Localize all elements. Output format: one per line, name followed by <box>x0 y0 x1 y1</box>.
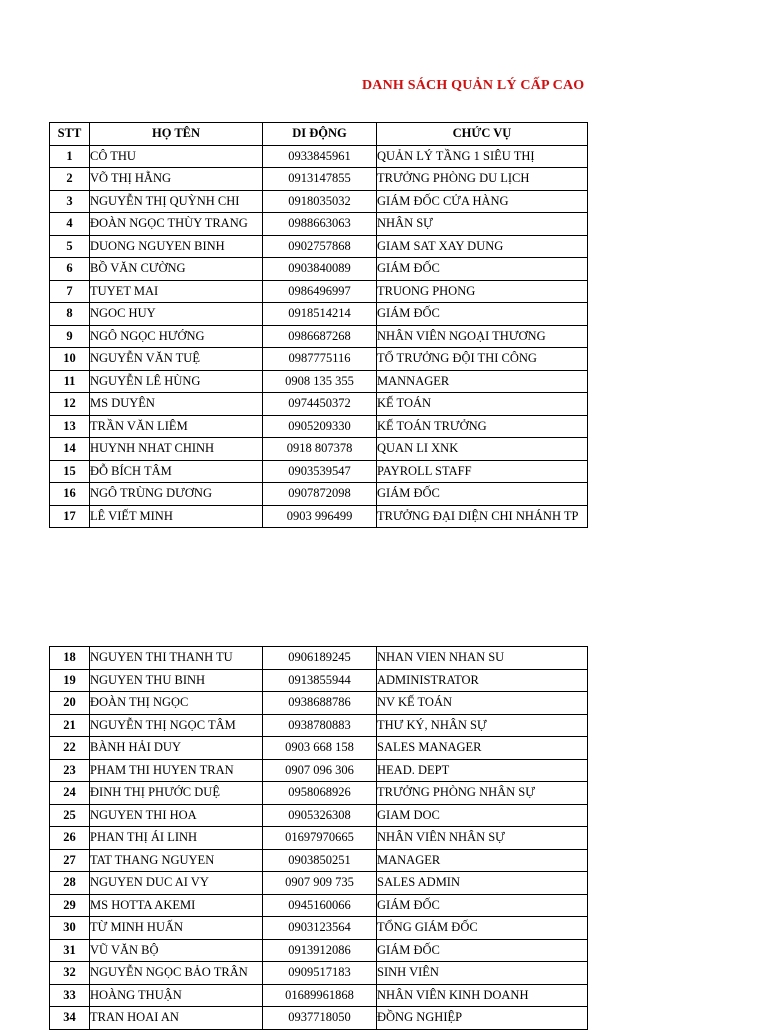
row-name: BỒ VĂN CƯỜNG <box>90 258 263 281</box>
row-phone: 0906189245 <box>263 647 377 670</box>
table-row <box>50 280 588 303</box>
row-role: NHÂN VIÊN NHÂN SỰ <box>377 827 588 850</box>
row-role: SALES MANAGER <box>377 737 588 760</box>
row-stt: 27 <box>50 849 90 872</box>
row-role: THƯ KÝ, NHÂN SỰ <box>377 714 588 737</box>
table-row <box>50 438 588 461</box>
row-phone: 0918514214 <box>263 303 377 326</box>
row-name: NGUYỄN LÊ HÙNG <box>90 370 263 393</box>
row-phone: 0913147855 <box>263 168 377 191</box>
row-stt: 9 <box>50 325 90 348</box>
row-name: HUYNH NHAT CHINH <box>90 438 263 461</box>
row-role: HEAD. DEPT <box>377 759 588 782</box>
row-role: MANNAGER <box>377 370 588 393</box>
row-phone: 0903539547 <box>263 460 377 483</box>
row-name: NGUYỄN VĂN TUỆ <box>90 348 263 371</box>
row-phone: 0913912086 <box>263 939 377 962</box>
row-phone: 0945160066 <box>263 894 377 917</box>
row-phone: 0974450372 <box>263 393 377 416</box>
table-row <box>50 782 588 805</box>
table-header-row <box>50 123 588 146</box>
row-name: PHAN THỊ ÁI LINH <box>90 827 263 850</box>
row-name: ĐINH THỊ PHƯỚC DUỆ <box>90 782 263 805</box>
row-stt: 22 <box>50 737 90 760</box>
table-row <box>50 1007 588 1030</box>
table-row <box>50 145 588 168</box>
header-name: HỌ TÊN <box>90 123 263 146</box>
table-row <box>50 235 588 258</box>
table-row <box>50 647 588 670</box>
row-phone: 0958068926 <box>263 782 377 805</box>
row-role: GIÁM ĐỐC <box>377 483 588 506</box>
row-role: SALES ADMIN <box>377 872 588 895</box>
row-name: BÀNH HẢI DUY <box>90 737 263 760</box>
row-name: ĐỖ BÍCH TÂM <box>90 460 263 483</box>
row-phone: 0988663063 <box>263 213 377 236</box>
table-row <box>50 692 588 715</box>
row-stt: 15 <box>50 460 90 483</box>
row-role: TRƯỞNG PHÒNG DU LỊCH <box>377 168 588 191</box>
row-stt: 31 <box>50 939 90 962</box>
row-phone: 0905326308 <box>263 804 377 827</box>
row-role: ĐỒNG NGHIỆP <box>377 1007 588 1030</box>
row-name: TRAN HOAI AN <box>90 1007 263 1030</box>
row-stt: 16 <box>50 483 90 506</box>
table-row <box>50 894 588 917</box>
row-stt: 5 <box>50 235 90 258</box>
table-row <box>50 804 588 827</box>
row-phone: 0938780883 <box>263 714 377 737</box>
row-phone: 0903123564 <box>263 917 377 940</box>
row-stt: 24 <box>50 782 90 805</box>
row-role: GIÁM ĐỐC CỬA HÀNG <box>377 190 588 213</box>
row-phone: 0907 096 306 <box>263 759 377 782</box>
table-row <box>50 737 588 760</box>
row-role: QUẢN LÝ TẦNG 1 SIÊU THỊ <box>377 145 588 168</box>
row-stt: 4 <box>50 213 90 236</box>
row-role: NHAN VIEN NHAN SU <box>377 647 588 670</box>
row-role: TỔ TRƯỞNG ĐỘI THI CÔNG <box>377 348 588 371</box>
row-stt: 29 <box>50 894 90 917</box>
row-stt: 30 <box>50 917 90 940</box>
row-stt: 20 <box>50 692 90 715</box>
row-role: GIAM DOC <box>377 804 588 827</box>
row-phone: 0903840089 <box>263 258 377 281</box>
row-role: TỔNG GIÁM ĐỐC <box>377 917 588 940</box>
row-stt: 12 <box>50 393 90 416</box>
table-row <box>50 190 588 213</box>
row-phone: 0903850251 <box>263 849 377 872</box>
row-role: TRƯỞNG PHÒNG NHÂN SỰ <box>377 782 588 805</box>
row-name: MS HOTTA AKEMI <box>90 894 263 917</box>
row-name: NGUYEN THI HOA <box>90 804 263 827</box>
row-stt: 33 <box>50 984 90 1007</box>
row-role: MANAGER <box>377 849 588 872</box>
row-stt: 23 <box>50 759 90 782</box>
document-title: DANH SÁCH QUẢN LÝ CẤP CAO <box>362 78 585 93</box>
row-phone: 0908 135 355 <box>263 370 377 393</box>
contact-table-1 <box>49 122 588 528</box>
row-stt: 17 <box>50 505 90 528</box>
row-name: NGUYỄN NGỌC BẢO TRÂN <box>90 962 263 985</box>
table-row <box>50 939 588 962</box>
row-role: GIÁM ĐỐC <box>377 258 588 281</box>
row-phone: 0987775116 <box>263 348 377 371</box>
row-name: LÊ VIẾT MINH <box>90 505 263 528</box>
row-stt: 7 <box>50 280 90 303</box>
row-role: NHÂN VIÊN NGOẠI THƯƠNG <box>377 325 588 348</box>
row-name: TAT THANG NGUYEN <box>90 849 263 872</box>
table-row <box>50 258 588 281</box>
row-name: NGUYEN THI THANH TU <box>90 647 263 670</box>
row-stt: 3 <box>50 190 90 213</box>
row-stt: 10 <box>50 348 90 371</box>
row-stt: 21 <box>50 714 90 737</box>
table-row <box>50 168 588 191</box>
row-stt: 32 <box>50 962 90 985</box>
row-role: GIÁM ĐỐC <box>377 939 588 962</box>
row-name: ĐOÀN THỊ NGỌC <box>90 692 263 715</box>
row-name: CÔ THU <box>90 145 263 168</box>
row-name: NGUYỄN THỊ NGỌC TÂM <box>90 714 263 737</box>
row-role: PAYROLL STAFF <box>377 460 588 483</box>
header-role: CHỨC VỤ <box>377 123 588 146</box>
row-phone: 0903 996499 <box>263 505 377 528</box>
table-row <box>50 483 588 506</box>
table-row <box>50 303 588 326</box>
table-row <box>50 393 588 416</box>
row-role: NV KẾ TOÁN <box>377 692 588 715</box>
row-stt: 34 <box>50 1007 90 1030</box>
table-row <box>50 325 588 348</box>
row-phone: 0918 807378 <box>263 438 377 461</box>
table-row <box>50 984 588 1007</box>
header-stt: STT <box>50 123 90 146</box>
row-phone: 0903 668 158 <box>263 737 377 760</box>
row-role: GIÁM ĐỐC <box>377 894 588 917</box>
row-phone: 0905209330 <box>263 415 377 438</box>
table-row <box>50 827 588 850</box>
row-name: VÕ THỊ HẰNG <box>90 168 263 191</box>
table-row <box>50 213 588 236</box>
row-role: KẾ TOÁN TRƯỞNG <box>377 415 588 438</box>
row-role: SINH VIÊN <box>377 962 588 985</box>
row-phone: 0938688786 <box>263 692 377 715</box>
row-stt: 8 <box>50 303 90 326</box>
row-name: VŨ VĂN BỘ <box>90 939 263 962</box>
row-name: NGÔ NGỌC HƯỚNG <box>90 325 263 348</box>
contact-table-2 <box>49 646 588 1030</box>
row-role: NHÂN SỰ <box>377 213 588 236</box>
row-name: TỪ MINH HUẤN <box>90 917 263 940</box>
table-row <box>50 759 588 782</box>
row-role: KẾ TOÁN <box>377 393 588 416</box>
row-name: NGUYEN DUC AI VY <box>90 872 263 895</box>
table-row <box>50 917 588 940</box>
row-stt: 19 <box>50 669 90 692</box>
row-phone: 0937718050 <box>263 1007 377 1030</box>
row-stt: 18 <box>50 647 90 670</box>
row-role: TRUONG PHONG <box>377 280 588 303</box>
row-name: NGUYỄN THỊ QUỲNH CHI <box>90 190 263 213</box>
row-phone: 0986496997 <box>263 280 377 303</box>
row-role: GIAM SAT XAY DUNG <box>377 235 588 258</box>
table-row <box>50 370 588 393</box>
row-role: QUAN LI XNK <box>377 438 588 461</box>
table-row <box>50 505 588 528</box>
row-phone: 0913855944 <box>263 669 377 692</box>
row-role: NHÂN VIÊN KINH DOANH <box>377 984 588 1007</box>
row-name: ĐOÀN NGỌC THÙY TRANG <box>90 213 263 236</box>
table-row <box>50 962 588 985</box>
row-phone: 0986687268 <box>263 325 377 348</box>
row-phone: 0933845961 <box>263 145 377 168</box>
table-row <box>50 415 588 438</box>
row-name: NGÔ TRÙNG DƯƠNG <box>90 483 263 506</box>
row-stt: 2 <box>50 168 90 191</box>
row-stt: 14 <box>50 438 90 461</box>
row-name: MS DUYÊN <box>90 393 263 416</box>
row-phone: 0907 909 735 <box>263 872 377 895</box>
row-phone: 01697970665 <box>263 827 377 850</box>
table-row <box>50 849 588 872</box>
row-name: TRẦN VĂN LIÊM <box>90 415 263 438</box>
row-stt: 11 <box>50 370 90 393</box>
table-row <box>50 714 588 737</box>
row-name: TUYET MAI <box>90 280 263 303</box>
row-phone: 0907872098 <box>263 483 377 506</box>
row-stt: 6 <box>50 258 90 281</box>
row-name: DUONG NGUYEN BINH <box>90 235 263 258</box>
row-name: PHAM THI HUYEN TRAN <box>90 759 263 782</box>
row-phone: 0918035032 <box>263 190 377 213</box>
header-phone: DI ĐỘNG <box>263 123 377 146</box>
table-row <box>50 669 588 692</box>
row-stt: 25 <box>50 804 90 827</box>
row-role: ADMINISTRATOR <box>377 669 588 692</box>
row-role: TRƯỞNG ĐẠI DIỆN CHI NHÁNH TP <box>377 505 588 528</box>
row-phone: 01689961868 <box>263 984 377 1007</box>
row-phone: 0902757868 <box>263 235 377 258</box>
row-stt: 26 <box>50 827 90 850</box>
row-role: GIÁM ĐỐC <box>377 303 588 326</box>
row-stt: 13 <box>50 415 90 438</box>
row-name: NGUYEN THU BINH <box>90 669 263 692</box>
table-row <box>50 460 588 483</box>
row-stt: 1 <box>50 145 90 168</box>
row-stt: 28 <box>50 872 90 895</box>
row-name: HOÀNG THUẬN <box>90 984 263 1007</box>
table-row <box>50 348 588 371</box>
row-name: NGOC HUY <box>90 303 263 326</box>
table-row <box>50 872 588 895</box>
row-phone: 0909517183 <box>263 962 377 985</box>
